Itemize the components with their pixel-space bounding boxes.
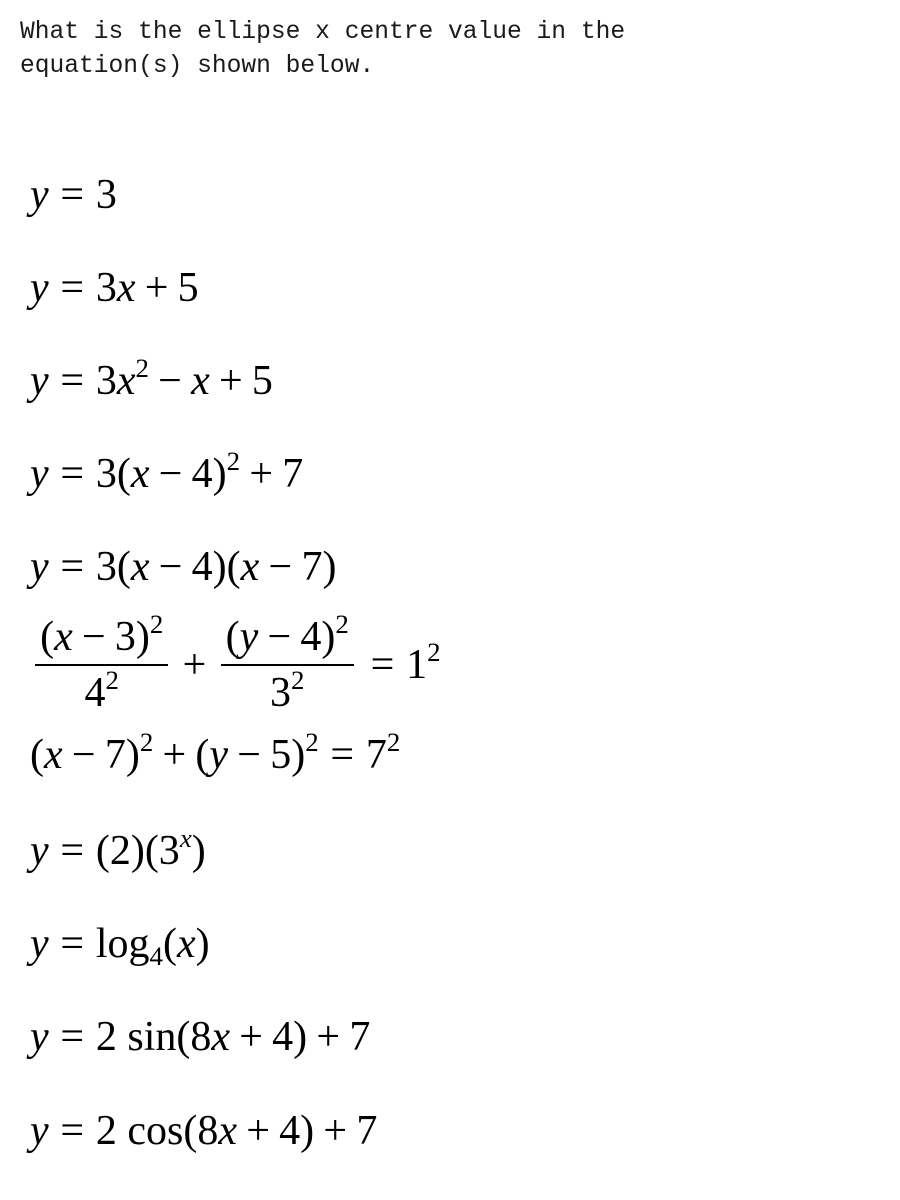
equation-logarithm: $y = \log_4(x)$	[30, 921, 210, 972]
equation-sine: y = 2 sin(8x + 4) + 7	[30, 1014, 371, 1060]
question-text: What is the ellipse x centre value in the equation(s) shown below.	[20, 19, 626, 80]
equation-constant-visual: y = 3	[30, 172, 117, 218]
equation-linear: y = 3x + 5	[30, 265, 199, 311]
equation-circle: $(x - 7)^2 + (y - 5)^2 = 7^2$	[30, 727, 401, 778]
equation-text-list	[0, 0, 1, 1]
equation-cosine: y = 2 cos(8x + 4) + 7	[30, 1108, 378, 1154]
equation-constant	[30, 174, 117, 216]
equation-quadratic-factored: y = 3(x − 4)(x − 7)	[30, 544, 337, 590]
ellipse-x-fraction: $\frac{(x - 3)^2}{4^2}$	[35, 616, 168, 714]
equation-ellipse: $\frac{(x - 3)^2}{4^2}$ + $\frac{(y - 4)^2}{3^2}$ = $1^2$	[30, 616, 441, 714]
equation-quadratic-vertex: $y = 3(x - 4)^2 + 7$	[30, 446, 304, 497]
equation-quadratic-standard: $y = 3x^2 - x + 5$	[30, 353, 273, 404]
ellipse-y-fraction: $\frac{(y - 4)^2}{3^2}$	[221, 616, 354, 714]
equation-exponential: $y = (2)(3^x)$	[30, 823, 206, 874]
equation-text	[0, 0, 1, 1]
